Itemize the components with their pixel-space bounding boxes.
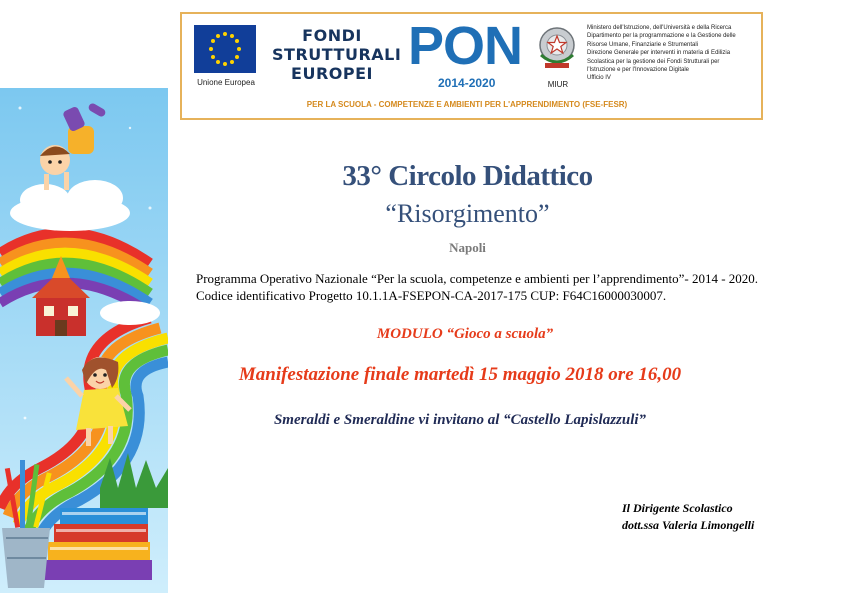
- ministry-line: Ufficio IV: [587, 75, 611, 82]
- program-info: [196, 270, 758, 304]
- pon-banner: [180, 12, 763, 120]
- school-title: 33° Circolo Didattico: [342, 160, 593, 192]
- eu-label: Unione Europea: [197, 78, 255, 87]
- ministry-line: Scolastica per la gestione dei Fondi Strutturali per: [587, 58, 720, 65]
- school-subtitle: “Risorgimento”: [385, 199, 550, 228]
- project-code-line: Codice identificativo Progetto 10.1.1A-FSEPON-CA-2017-175 CUP: F64C16000030007.: [196, 288, 667, 303]
- signature-role: Il Dirigente Scolastico: [622, 501, 733, 515]
- school-city: Napoli: [449, 240, 486, 255]
- pon-logo: PON: [408, 16, 523, 76]
- miur-label: MIUR: [547, 80, 569, 89]
- ministry-text: [587, 24, 762, 83]
- signature-block: [622, 500, 754, 534]
- pon-years: 2014-2020: [438, 76, 496, 90]
- pon-tagline: PER LA SCUOLA - COMPETENZE E AMBIENTI PER L'APPRENDIMENTO (FSE-FESR): [306, 100, 628, 109]
- ministry-line: Dipartimento per la programmazione e la Gestione delle: [587, 33, 736, 40]
- italian-republic-emblem-icon: [537, 25, 577, 71]
- rainbow-children-illustration: [0, 88, 168, 593]
- fondi-strutturali-logo: [272, 26, 402, 83]
- signature-name: dott.ssa Valeria Limongelli: [622, 518, 755, 532]
- fondi-line: EUROPEI: [291, 64, 373, 83]
- fondi-line: FONDI: [302, 26, 362, 45]
- eu-flag-icon: [194, 25, 256, 73]
- ministry-line: Risorse Umane, Finanziarie e Strumentali: [587, 41, 699, 48]
- event-announcement: Manifestazione finale martedì 15 maggio 2018 ore 16,00: [238, 364, 682, 385]
- ministry-line: l'Istruzione e per l'Innovazione Digitale: [587, 67, 690, 74]
- invitation-text: Smeraldi e Smeraldine vi invitano al “Castello Lapislazzuli”: [273, 412, 647, 428]
- module-title: MODULO “Gioco a scuola”: [376, 326, 554, 342]
- program-line: Programma Operativo Nazionale “Per la scuola, competenze e ambienti per l’apprendimento”- 2014 - 2020.: [196, 271, 759, 286]
- ministry-line: Direzione Generale per interventi in materia di Edilizia: [587, 50, 731, 57]
- ministry-line: Ministero dell'Istruzione, dell'Università e della Ricerca: [587, 25, 732, 31]
- fondi-line: STRUTTURALI: [272, 45, 402, 64]
